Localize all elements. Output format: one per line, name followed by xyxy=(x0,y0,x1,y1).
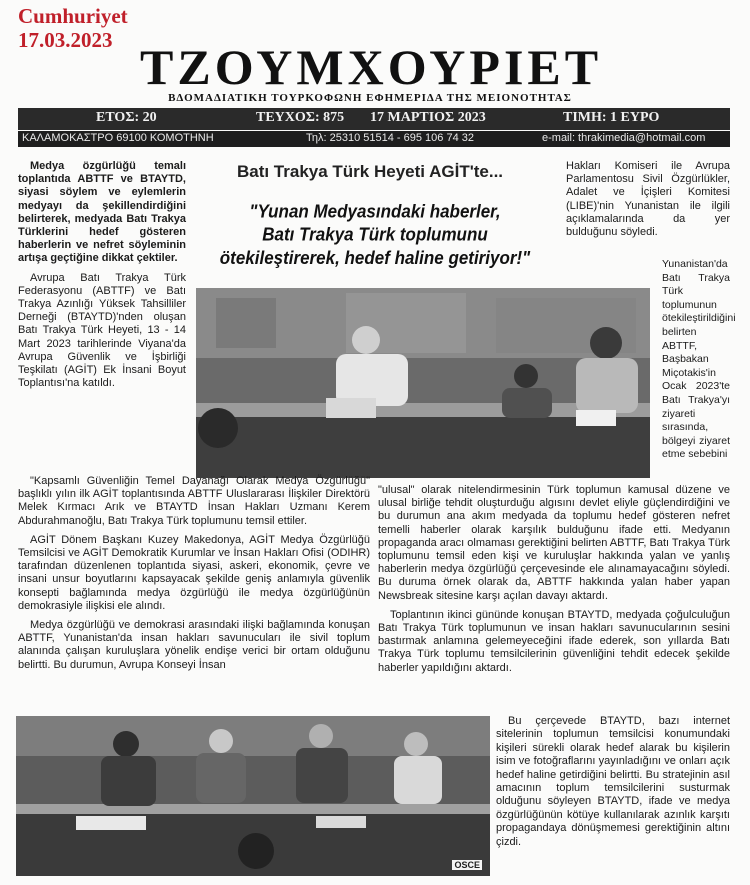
address-bar xyxy=(18,131,730,147)
issue-date: 17 ΜΑΡΤΙΟΣ 2023 xyxy=(370,110,486,125)
conference-photo-bottom xyxy=(16,716,490,876)
article-kicker: Batı Trakya Türk Heyeti AGİT'te... xyxy=(236,162,504,181)
stamp-source: Cumhuriyet xyxy=(18,4,128,28)
source-stamp xyxy=(18,4,128,52)
body-paragraph: Toplantının ikinci gününde konuşan BTAYTD, medyada çoğulculuğun Batı Trakya Türk toplumunun ve insan hakları savunucularının sesini bastırmak anlamına gelemeyeceğini ifade ederek, son yıllarda Batı Trakya Türk toplumu temsilcilerinin güvenliğini tehdit edecek şekilde haberler yapıldığını aktardı. xyxy=(378,608,730,674)
body-paragraph: "Kapsamlı Güvenliğin Temel Dayanağı Olarak Medya Özgürlüğü" başlıklı yılın ilk AGİT toplantısında ABTTF Uluslararası İlişkiler Direktörü Melek Kırmacı Arık ve BTAYTD İnsan Hakları Uzmanı Kerem Abdurahmanoğlu, Batı Trakya Türk toplumunu temsil ettiler. xyxy=(18,475,370,527)
issue-info-bar xyxy=(18,108,730,130)
right-column-top xyxy=(566,160,730,245)
body-paragraph: Hakları Komiseri ile Avrupa Parlamentosu Sivil Özgürlükler, Adalet ve İçişleri Komitesi (LIBE)'nin Yunanistan ile ilgili açıklamalarında da yer bulduğunu söyledi. xyxy=(566,160,730,239)
right-column-narrow xyxy=(662,258,736,468)
middle-right-column xyxy=(378,484,730,681)
osce-logo: OSCE xyxy=(454,860,480,870)
headline-line-1: "Yunan Medyasındaki haberler, xyxy=(249,201,501,222)
stamp-date: 17.03.2023 xyxy=(18,28,113,52)
headline-line-3: ötekileştirerek, hedef haline getiriyor!" xyxy=(219,247,531,269)
photo-top-graphic xyxy=(196,288,650,478)
issue-year: ΕΤΟΣ: 20 xyxy=(96,110,157,125)
lead-paragraph: Medya özgürlüğü temalı toplantıda ABTTF ve BTAYTD, siyasi söylem ve eylemlerin medyayı da şekillendirdiğini belirterek, medyada Batı Trakya Türklerini hedef gösteren haberlerin ve nefret söyleminin artışa geçtiğine dikkat çektiler. xyxy=(18,160,186,265)
wide-column xyxy=(18,475,370,678)
address: ΚΑΛΑΜΟΚΑΣΤΡΟ 69100 ΚΟΜΟΤΗΝΗ xyxy=(22,132,214,144)
bottom-right-column xyxy=(496,715,730,855)
body-paragraph: AGİT Dönem Başkanı Kuzey Makedonya, AGİT Medya Özgürlüğü Temsilcisi ve AGİT Demokratik Kurumlar ve İnsan Hakları Ofisi (ODIHR) tarafından düzenlenen toplantıda siyasi, askeri, ekonomik, çevre ve insani unsur boyutlarını kapsayacak şekilde geniş anlamıyla güvenlik konsepti bağlamında medya özgürlüğü ile medya özgürlüğünün demokrasiyle ilişkisi ele alındı. xyxy=(18,533,370,612)
headline-line-2: Batı Trakya Türk toplumunu xyxy=(262,224,488,246)
left-column xyxy=(18,160,186,396)
issue-price: ΤΙΜΗ: 1 ΕΥΡΟ xyxy=(563,110,660,125)
body-paragraph: Bu çerçevede BTAYTD, bazı internet sitelerinin toplumun temsilcisi konumundaki kişileri sürekli olarak hedef alarak bu kişilerin isim ve fotoğraflarını yayınladığını ve onları açık hedef haline getirdiğini belirtti. Bu stratejinin asıl amacının toplum temsilcilerini susturmak olduğunu söyleyen BTAYTD, ifade ve medya özgürlüğünün kötüye kullanılarak azınlık karşıtı propagandaya dönüşmemesi gerektiğinin altını çizdi. xyxy=(496,715,730,848)
phone: Τηλ: 25310 51514 - 695 106 74 32 xyxy=(306,132,474,144)
newspaper-tagline: ΒΔΟΜΑΔΙΑΤΙΚΗ ΤΟΥΡΚΟΦΩΝΗ ΕΦΗΜΕΡΙΔΑ ΤΗΣ ΜΕΙΟΝΟΤΗΤΑΣ xyxy=(168,92,572,104)
photo-bottom-graphic xyxy=(16,716,490,876)
newspaper-title: ΤΖΟΥΜΧΟΥΡΙΕΤ xyxy=(140,39,603,95)
body-paragraph: Medya özgürlüğü ve demokrasi arasındaki ilişki bağlamında konuşan ABTTF, Yunanistan'da insan hakları savunucuları ile sivil toplum alanında çalışan kuruluşlara yönelik endişe verici bir ortam olduğunu belirtti. Bu durumun, Avrupa Konseyi İnsan xyxy=(18,619,370,671)
body-paragraph: "ulusal" olarak nitelendirmesinin Türk toplumun kamusal düzene ve ulusal birliğe tehdit oluşturduğu algısını devlet eliyle güçlendirdiğini ve bu durumun ana akım medyada da toplumu hedef gösteren nefret temelli haberler olarak karşılık bulduğunu ifade etti. Medyanın propaganda aracı olmaması gerektiğini belirten ABTTF, Batı Trakya Türk toplumunu temsil eden kişi ve kuruluşlar hakkında yalan ve yanlış haberlerin medya özgürlüğü çerçevesinde ele alınamayacağını söyledi. Bu duruma örnek olarak da, ABTTF hakkında yalan haber yapan Newsbreak sitesine karşı açılan davayı aktardı. xyxy=(378,484,730,602)
issue-number: ΤΕΥΧΟΣ: 875 xyxy=(256,110,345,125)
body-paragraph: Yunanistan'da Batı Trakya Türk toplumunun ötekileştirildiğini belirten ABTTF, Başbakan Miçotakis'in Ocak 2023'te Batı Trakya'yı ziyareti sırasında, bölgeyi ziyaret etme sebebini xyxy=(662,258,736,461)
body-paragraph: Avrupa Batı Trakya Türk Federasyonu (ABTTF) ve Batı Trakya Azınlığı Yüksek Tahsilliler Derneği (BTAYTD)'nden oluşan Batı Trakya Türk Heyeti, 13 - 14 Mart 2023 tarihlerinde Viyana'da Avrupa Güvenlik ve İşbirliği Teşkilatı (AGİT) Ek İnsani Boyut Toplantısı'na katıldı. xyxy=(18,271,186,390)
conference-photo-top xyxy=(196,288,650,478)
email: e-mail: thrakimedia@hotmail.com xyxy=(542,132,706,144)
article-headline xyxy=(190,200,560,269)
